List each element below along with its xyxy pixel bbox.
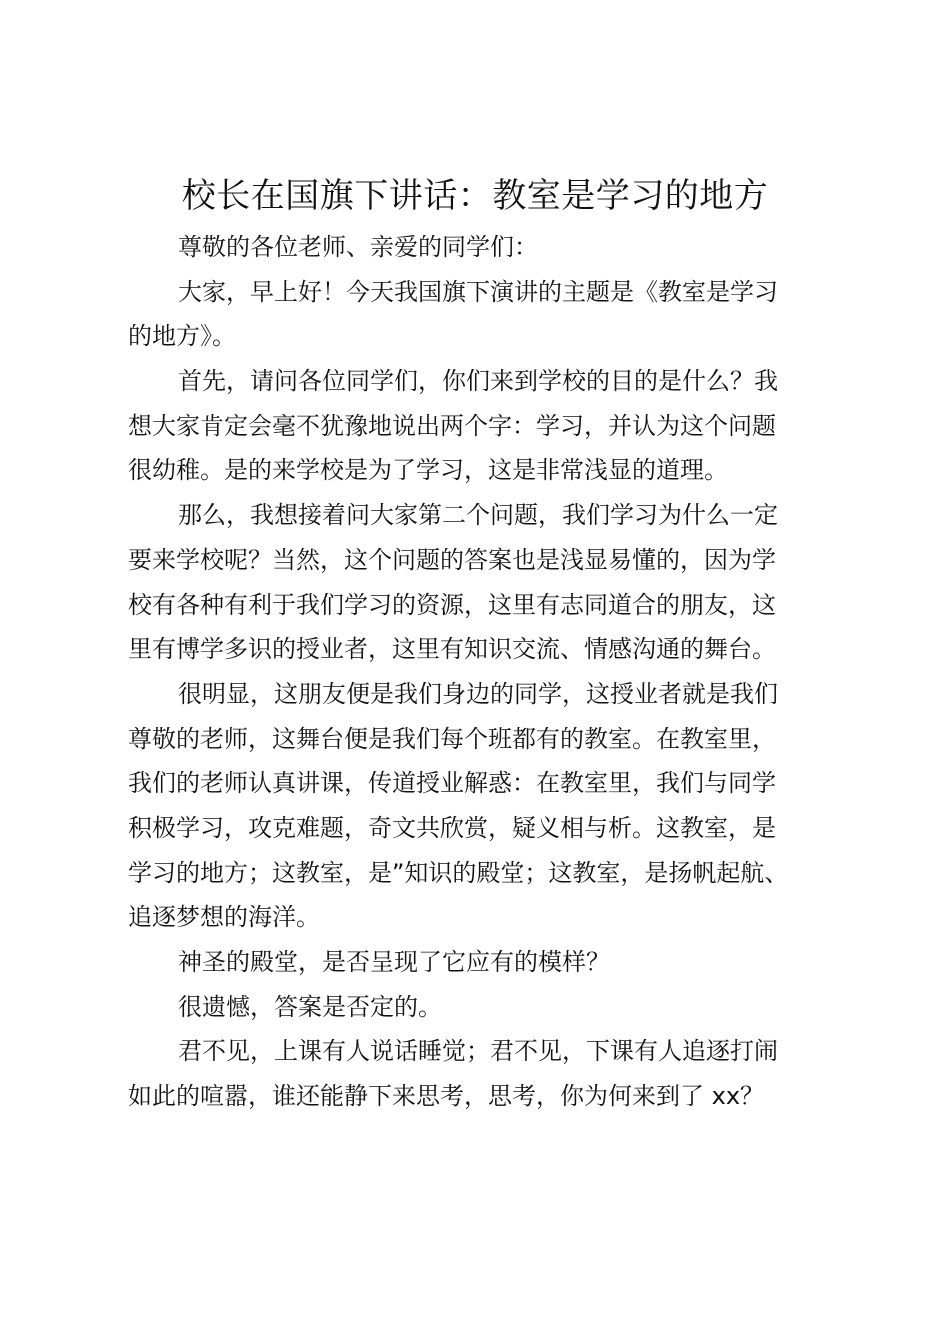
- paragraph-line: 校有各种有利于我们学习的资源，这里有志同道合的朋友，这: [128, 590, 776, 619]
- paragraph-line: 尊敬的老师，这舞台便是我们每个班都有的教室。在教室里，: [128, 724, 776, 753]
- paragraph-line: 那么，我想接着问大家第二个问题，我们学习为什么一定: [178, 501, 778, 530]
- greeting-line: 尊敬的各位老师、亲爱的同学们：: [178, 233, 538, 261]
- document-title: 校长在国旗下讲话：教室是学习的地方: [181, 176, 769, 216]
- paragraph-line: 如此的喧嚣，谁还能静下来思考，思考，你为何来到了 xx？: [128, 1082, 765, 1111]
- paragraph-line: 里有博学多识的授业者，这里有知识交流、情感沟通的舞台。: [128, 635, 776, 664]
- paragraph-line: 学习的地方；这教室，是”知识的殿堂；这教室，是扬帆起航、: [128, 858, 789, 887]
- paragraph-line: 首先，请问各位同学们，你们来到学校的目的是什么？我: [178, 367, 778, 396]
- paragraph-line: 君不见，上课有人说话睡觉；君不见，下课有人追逐打闹: [178, 1037, 778, 1066]
- paragraph-line: 很幼稚。是的来学校是为了学习，这是非常浅显的道理。: [128, 456, 728, 485]
- paragraph-line: 很明显，这朋友便是我们身边的同学，这授业者就是我们: [178, 679, 778, 708]
- paragraph-line: 的地方》。: [128, 322, 236, 351]
- paragraph-line: 积极学习，攻克难题，奇文共欣赏，疑义相与析。这教室，是: [128, 813, 776, 842]
- paragraph-line: 我们的老师认真讲课，传道授业解惑：在教室里，我们与同学: [128, 769, 776, 798]
- paragraph-line: 想大家肯定会毫不犹豫地说出两个字：学习，并认为这个问题: [128, 411, 776, 440]
- paragraph-line: 神圣的殿堂，是否呈现了它应有的模样？: [178, 948, 610, 976]
- paragraph-line: 大家，早上好！今天我国旗下演讲的主题是《教室是学习: [178, 277, 778, 306]
- paragraph-line: 很遗憾，答案是否定的。: [178, 992, 442, 1021]
- paragraph-line: 要来学校呢？当然，这个问题的答案也是浅显易懂的，因为学: [128, 545, 776, 574]
- paragraph-line: 追逐梦想的海洋。: [128, 903, 320, 932]
- document-body: [128, 225, 848, 1119]
